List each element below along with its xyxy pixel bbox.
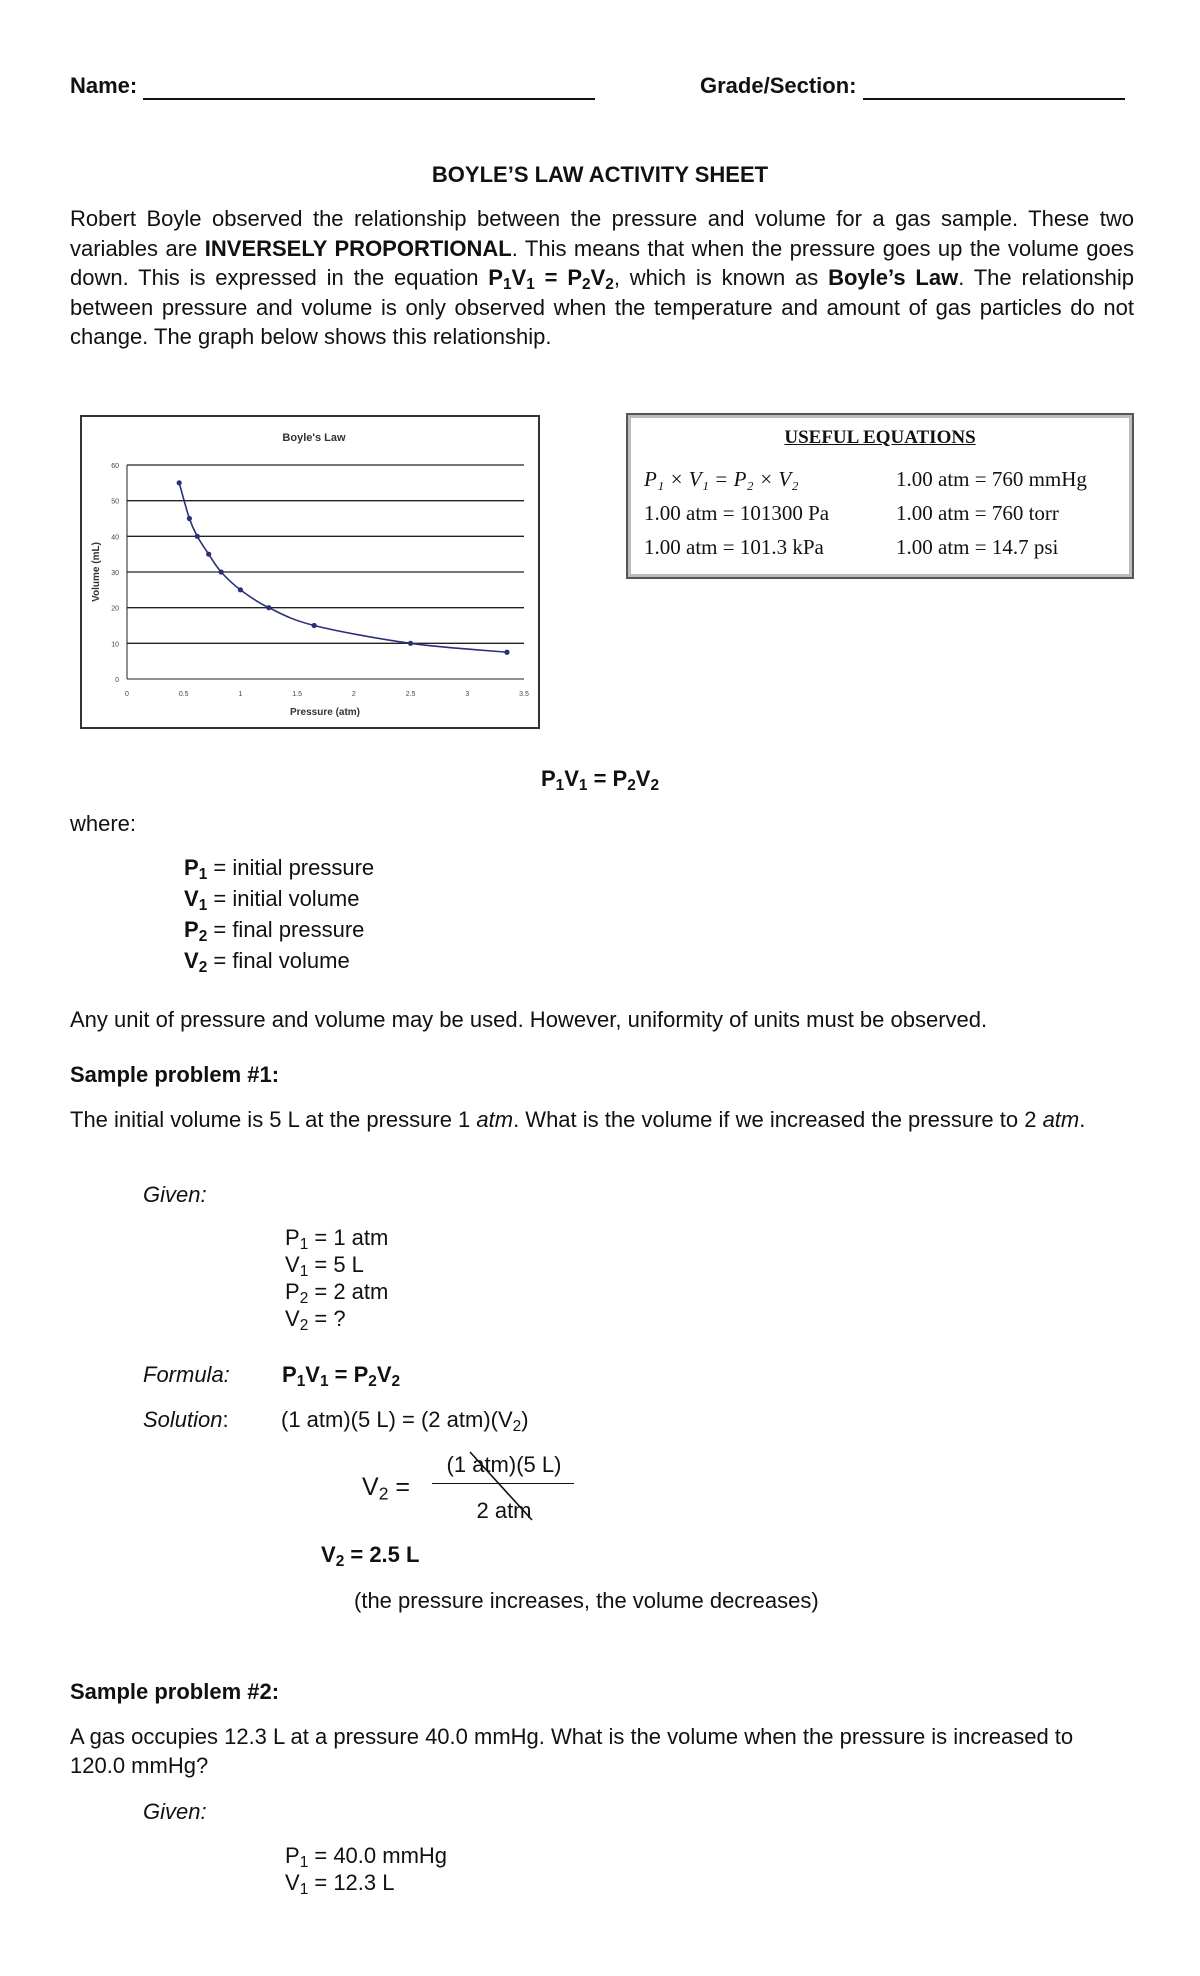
- name-blank[interactable]: [143, 74, 595, 100]
- data-point: [408, 641, 413, 646]
- page-title: BOYLE’S LAW ACTIVITY SHEET: [431, 162, 769, 187]
- intro-text-4: . The relationship between pressure and volume is only observed when the temperature and amount of gas particles do not change. The graph below shows this relationship.: [70, 265, 1135, 349]
- data-point: [266, 605, 271, 610]
- where-label: where:: [70, 811, 137, 836]
- grade-blank[interactable]: [863, 74, 1125, 100]
- sample-1-answer: $V_2 = 2.5$ L: [321, 1542, 420, 1570]
- x-tick-label: 3.5: [519, 691, 529, 698]
- name-field-row: [70, 71, 595, 100]
- sample-1-given-label: Given:: [143, 1182, 207, 1207]
- cancel-strike-mark: [462, 1448, 538, 1524]
- data-point: [187, 516, 192, 521]
- chart-x-label: Pressure (atm): [289, 707, 361, 718]
- definition-v1: $V_1$ = initial volume: [184, 886, 360, 914]
- chart-grid: [127, 465, 524, 679]
- intro-equation: $P_1V_1 = P_2V_2$: [488, 265, 614, 293]
- sample-1-note: (the pressure increases, the volume decreases): [354, 1588, 819, 1613]
- chart-title: Boyle's Law: [282, 432, 346, 444]
- y-tick-label: 20: [111, 605, 119, 613]
- data-point: [219, 569, 224, 574]
- sample-2-given-v1: $V_1 = 12.3$ L: [285, 1870, 395, 1898]
- definition-v2: $V_2$ = final volume: [184, 948, 350, 976]
- grade-label: Grade/Section:: [700, 73, 857, 98]
- sample-1-problem: The initial volume is 5 L at the pressure 1 atm. What is the volume if we increased the pressure to 2 atm.: [70, 1107, 1086, 1132]
- data-point: [206, 552, 211, 557]
- equation-atm-mmhg: 1.00 atm = 760 mmHg: [896, 467, 1087, 491]
- units-note: Any unit of pressure and volume may be used. However, uniformity of units must be observed.: [70, 1007, 988, 1032]
- sample-2-problem: A gas occupies 12.3 L at a pressure 40.0 mmHg. What is the volume when the pressure is increased to 120.0 mmHg?: [70, 1724, 1074, 1778]
- x-tick-label: 1.5: [292, 691, 303, 698]
- grade-field-row: [700, 71, 1125, 100]
- y-tick-label: 10: [111, 641, 119, 649]
- equation-boyle: P₁ × V₁ = P₂ × V₂: [644, 467, 799, 491]
- x-tick-label: 0.5: [178, 691, 189, 698]
- sample-1-heading: Sample problem #1:: [70, 1062, 280, 1087]
- sample-1-given-p1: $P_1 = 1$ atm: [285, 1225, 389, 1253]
- x-tick-label: 3: [465, 691, 470, 698]
- definition-p1: $P_1$ = initial pressure: [184, 855, 375, 883]
- data-point: [238, 587, 243, 592]
- y-tick-label: 30: [111, 570, 119, 577]
- sample-1-v2-label: $V_2$ =: [362, 1473, 410, 1504]
- sample-1-formula-label: Formula:: [143, 1362, 230, 1387]
- boyles-law-chart: [80, 415, 540, 729]
- y-tick-label: 0: [115, 677, 119, 684]
- data-point: [504, 650, 509, 655]
- equation-atm-psi: 1.00 atm = 14.7 psi: [896, 535, 1059, 559]
- intro-text-2: . This means that when the pressure goes up the volume goes down. This is expressed in the equation: [70, 235, 1134, 290]
- useful-equations-box: [626, 413, 1134, 579]
- x-tick-label: 0: [125, 691, 129, 698]
- name-label: Name:: [70, 73, 138, 98]
- chart-y-label: Volume (mL): [91, 542, 102, 602]
- sample-1-given-v1: $V_1 = 5$ L: [285, 1252, 364, 1280]
- sample-2-given-p1: $P_1 = 40.0$ mmHg: [285, 1843, 448, 1871]
- boyles-law-equation: $P_1V_1 = P_2V_2$: [540, 766, 660, 794]
- intro-bold-inverse: INVERSELY PROPORTIONAL: [204, 235, 512, 261]
- intro-bold-boyles-law: Boyle’s Law: [828, 265, 959, 290]
- definition-p2: $P_2$ = final pressure: [184, 917, 365, 945]
- data-point: [195, 534, 200, 539]
- x-tick-label: 2.5: [405, 691, 416, 698]
- fraction-numerator: (1 atm)(5 L): [446, 1452, 562, 1477]
- y-tick-label: 50: [111, 498, 119, 506]
- sample-1-given-v2: $V_2$ = ?: [285, 1306, 346, 1334]
- y-tick-label: 60: [111, 463, 119, 470]
- x-tick-label: 1: [238, 691, 243, 698]
- sample-1-solution-label: Solution:: [143, 1407, 229, 1432]
- sample-2-given-label: Given:: [143, 1799, 207, 1824]
- sample-1-formula: $P_1V_1 = P_2V_2$: [282, 1362, 401, 1390]
- chart-svg: [82, 417, 538, 727]
- sample-1-solution-step: (1 atm)(5 L) = (2 $atm)(V_2)$: [281, 1407, 529, 1435]
- intro-text-1: Robert Boyle observed the relationship between the pressure and volume for a gas sample. These two variables are: [70, 206, 1134, 261]
- fraction-denominator: 2 atm: [476, 1498, 532, 1523]
- equation-atm-pa: 1.00 atm = 101300 Pa: [644, 501, 830, 525]
- sample-1-given-p2: $P_2 = 2$ atm: [285, 1279, 389, 1307]
- intro-paragraph: [70, 204, 1134, 352]
- series-line: [179, 483, 507, 652]
- y-tick-label: 40: [111, 534, 119, 542]
- equation-atm-torr: 1.00 atm = 760 torr: [896, 501, 1059, 525]
- sample-2-heading: Sample problem #2:: [70, 1679, 280, 1704]
- data-point: [177, 480, 182, 485]
- x-tick-label: 2: [351, 691, 356, 698]
- intro-text-3: , which is known as: [613, 265, 829, 290]
- data-point: [312, 623, 317, 628]
- equations-title: USEFUL EQUATIONS: [784, 427, 976, 448]
- chart-ticks: [111, 463, 529, 698]
- equation-atm-kpa: 1.00 atm = 101.3 kPa: [644, 535, 824, 559]
- chart-series: [177, 480, 510, 655]
